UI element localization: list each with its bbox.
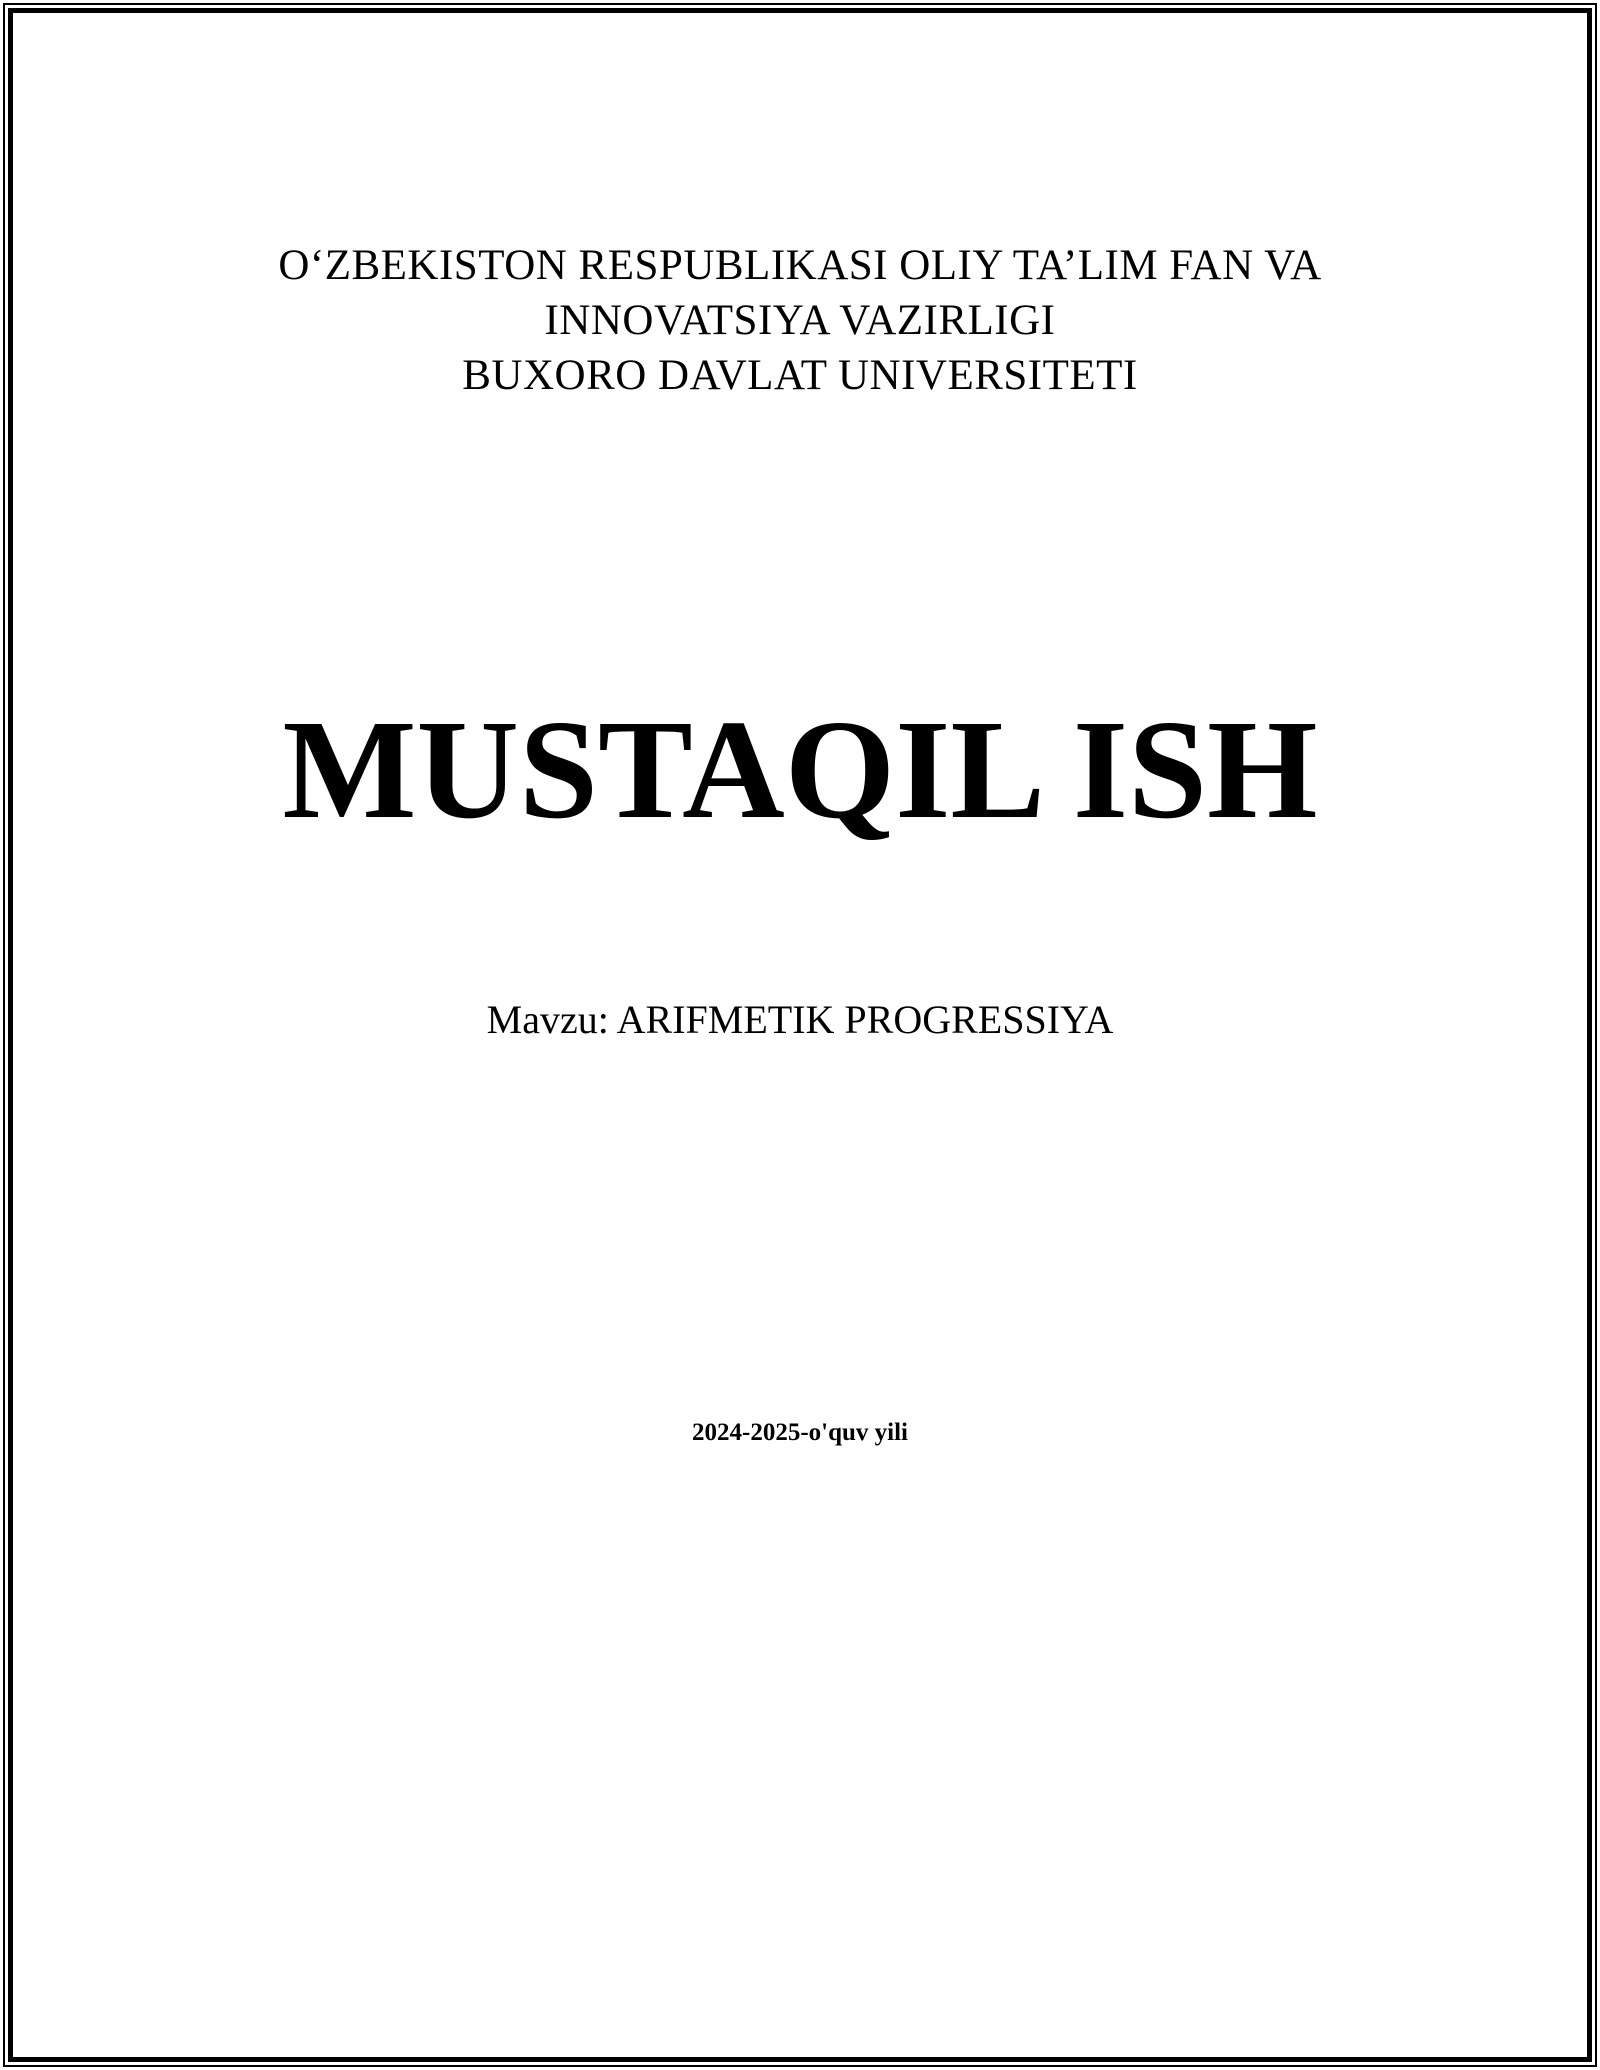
academic-year-line: 2024-2025-o'quv yili <box>692 1419 908 1446</box>
topic-line: Mavzu: ARIFMETIK PROGRESSIYA <box>486 997 1114 1042</box>
ministry-header-line3: BUXORO DAVLAT UNIVERSITETI <box>462 352 1138 399</box>
document-title: MUSTAQIL ISH <box>282 690 1318 848</box>
ministry-header-line1: O‘ZBEKISTON RESPUBLIKASI OLIY TA’LIM FAN VA <box>278 242 1322 289</box>
ministry-header <box>0 238 1600 403</box>
ministry-header-line2: INNOVATSIYA VAZIRLIGI <box>544 297 1056 344</box>
